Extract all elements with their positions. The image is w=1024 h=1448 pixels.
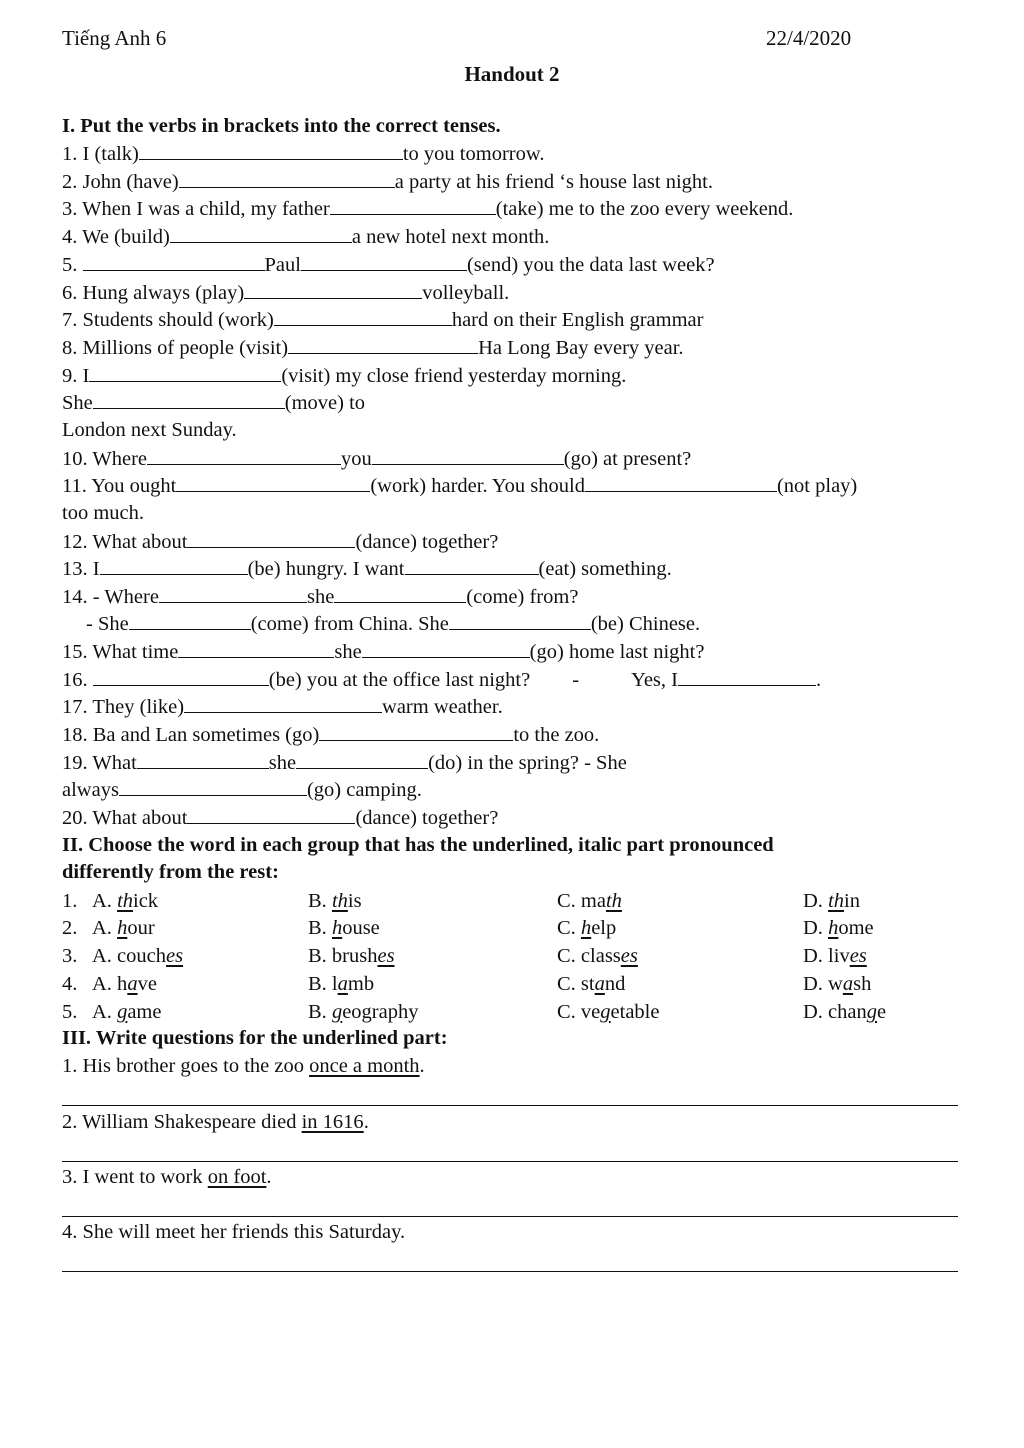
- answer-blank[interactable]: [184, 696, 382, 713]
- question-3-1: [62, 1056, 425, 1077]
- q15-text: 15. What time: [62, 641, 179, 663]
- q8-text: Ha Long Bay every year.: [478, 337, 684, 359]
- question-14-cont: [86, 613, 700, 635]
- q10-text: you: [341, 448, 372, 470]
- answer-blank[interactable]: [296, 752, 428, 769]
- q14-text: 14. - Where: [62, 586, 159, 608]
- option-text: D. liv: [803, 945, 850, 967]
- q15-text: (go) home last night?: [529, 641, 705, 663]
- answer-blank[interactable]: [83, 254, 265, 271]
- q12-text: 12. What about: [62, 531, 188, 553]
- question-1: [62, 143, 544, 165]
- question-18: [62, 724, 599, 746]
- q11-text: (work) harder. You should: [370, 475, 585, 497]
- option-text: mb: [347, 973, 375, 995]
- q6-text: volleyball.: [422, 282, 510, 304]
- underlined-italic-part: h: [580, 917, 592, 939]
- question-2: [62, 171, 713, 193]
- question-8: [62, 337, 684, 359]
- answer-line[interactable]: [62, 1161, 958, 1162]
- answer-blank[interactable]: [176, 475, 370, 492]
- q5-text: 5.: [62, 254, 78, 276]
- question-3-3: [62, 1167, 272, 1188]
- q14-text: (come) from China. She: [250, 613, 449, 635]
- underlined-italic-part: h: [117, 917, 128, 939]
- option-d[interactable]: [803, 1001, 886, 1024]
- option-text: A.: [92, 1001, 118, 1023]
- option-text: C.: [557, 917, 581, 939]
- q-text: 4. She will meet her friends this Saturday.: [62, 1221, 406, 1243]
- answer-line[interactable]: [62, 1105, 958, 1106]
- q-text: 3. I went to work: [62, 1166, 208, 1188]
- answer-blank[interactable]: [244, 282, 422, 299]
- underlined-italic-part: g: [117, 1001, 128, 1023]
- q18-text: to the zoo.: [513, 724, 600, 746]
- page-title: Handout 2: [464, 62, 560, 86]
- answer-blank[interactable]: [187, 531, 355, 548]
- q2-text: a party at his friend ‘s house last night.: [394, 171, 713, 193]
- section-3-heading: III. Write questions for the underlined part:: [62, 1027, 448, 1049]
- option-text: A. h: [92, 973, 128, 995]
- option-b[interactable]: [308, 917, 380, 940]
- answer-blank[interactable]: [137, 752, 269, 769]
- underlined-italic-part: g: [600, 1001, 611, 1023]
- q6-text: 6. Hung always (play): [62, 282, 245, 304]
- answer-blank[interactable]: [178, 641, 334, 658]
- option-text: C. ma: [557, 890, 606, 912]
- q3-text: (take) me to the zoo every weekend.: [495, 198, 794, 220]
- underlined-italic-part: th: [828, 890, 845, 912]
- q16-text: Yes, I: [631, 669, 678, 691]
- option-row-number: 3.: [62, 945, 78, 967]
- question-6: [62, 282, 509, 304]
- underlined-italic-part: a: [337, 973, 348, 995]
- option-text: A.: [92, 890, 118, 912]
- question-9-cont2: [62, 420, 237, 441]
- q11-text: too much.: [62, 502, 144, 524]
- answer-line[interactable]: [62, 1271, 958, 1272]
- section-2-heading: II. Choose the word in each group that has the underlined, italic part pronounced: [62, 834, 774, 856]
- option-text: eography: [342, 1001, 419, 1023]
- question-5: [62, 254, 715, 276]
- question-11: [62, 475, 857, 497]
- q5-text: Paul: [264, 254, 301, 276]
- option-text: B.: [308, 917, 332, 939]
- question-9-cont: [62, 392, 365, 414]
- question-10: [62, 448, 691, 470]
- option-d[interactable]: [803, 890, 860, 913]
- answer-blank[interactable]: [334, 586, 466, 603]
- underlined-italic-part: g: [866, 1001, 878, 1023]
- option-row-number: 5.: [62, 1001, 78, 1023]
- underlined-part: once a month: [309, 1055, 420, 1077]
- answer-blank[interactable]: [330, 198, 496, 215]
- q4-text: a new hotel next month.: [351, 226, 550, 248]
- underlined-italic-part: th: [605, 890, 622, 912]
- option-c[interactable]: [557, 890, 622, 913]
- q16-text: (be) you at the office last night?: [268, 669, 531, 691]
- option-text: B.: [308, 1001, 332, 1023]
- answer-blank[interactable]: [129, 613, 251, 630]
- q-text: .: [363, 1111, 369, 1133]
- date-label: 22/4/2020: [766, 26, 852, 50]
- option-text: is: [347, 890, 362, 912]
- q16-text: 16.: [62, 669, 88, 691]
- option-text: elp: [591, 917, 617, 939]
- q7-text: 7. Students should (work): [62, 309, 274, 331]
- option-text: ome: [838, 917, 874, 939]
- q14-text: (come) from?: [466, 586, 579, 608]
- underlined-italic-part: a: [594, 973, 605, 995]
- answer-blank[interactable]: [179, 171, 395, 188]
- question-13: [62, 558, 672, 580]
- option-text: D. chan: [803, 1001, 867, 1023]
- answer-blank[interactable]: [678, 669, 816, 686]
- answer-blank[interactable]: [301, 254, 467, 271]
- option-text: nd: [604, 973, 626, 995]
- section-2-heading-cont: differently from the rest:: [62, 861, 279, 883]
- question-19: [62, 752, 627, 774]
- section-1-heading: I. Put the verbs in brackets into the correct tenses.: [62, 115, 501, 137]
- q17-text: warm weather.: [382, 696, 503, 718]
- q8-text: 8. Millions of people (visit): [62, 337, 289, 359]
- answer-blank[interactable]: [139, 143, 403, 160]
- option-a[interactable]: [92, 1001, 161, 1024]
- answer-blank[interactable]: [159, 586, 307, 603]
- answer-blank[interactable]: [119, 779, 307, 796]
- option-text: D. w: [803, 973, 843, 995]
- q19-text: she: [268, 752, 297, 774]
- question-16: [62, 669, 821, 691]
- q13-text: (be) hungry. I want: [247, 558, 405, 580]
- q10-text: 10. Where: [62, 448, 148, 470]
- underlined-italic-part: th: [117, 890, 134, 912]
- option-d[interactable]: [803, 973, 871, 996]
- option-b[interactable]: [308, 1001, 418, 1024]
- option-row-number: 4.: [62, 973, 78, 995]
- underlined-italic-part: es: [166, 945, 184, 967]
- option-text: ick: [133, 890, 159, 912]
- q1-text: to you tomorrow.: [402, 143, 545, 165]
- underlined-italic-part: es: [849, 945, 867, 967]
- q17-text: 17. They (like): [62, 696, 185, 718]
- underlined-italic-part: es: [377, 945, 395, 967]
- question-12: [62, 531, 498, 553]
- answer-blank[interactable]: [170, 226, 352, 243]
- option-text: C. ve: [557, 1001, 601, 1023]
- q1-text: 1. I (talk): [62, 143, 139, 165]
- option-text: ame: [127, 1001, 162, 1023]
- q15-text: she: [334, 641, 362, 663]
- q5-text: (send) you the data last week?: [466, 254, 715, 276]
- q-text: .: [266, 1166, 272, 1188]
- q9-text: She: [62, 392, 93, 414]
- q14-text: - She: [86, 613, 129, 635]
- answer-blank[interactable]: [93, 392, 285, 409]
- question-7: [62, 309, 703, 331]
- q-text: 2. William Shakespeare died: [62, 1111, 302, 1133]
- option-text: in: [844, 890, 860, 912]
- q2-text: 2. John (have): [62, 171, 179, 193]
- underlined-italic-part: a: [127, 973, 138, 995]
- option-b[interactable]: [308, 890, 362, 913]
- q3-text: 3. When I was a child, my father: [62, 198, 330, 220]
- question-3-4: [62, 1222, 405, 1243]
- option-text: C. st: [557, 973, 595, 995]
- answer-blank[interactable]: [89, 365, 281, 382]
- option-text: ve: [137, 973, 157, 995]
- q9-text: (visit) my close friend yesterday morning.: [281, 365, 627, 387]
- answer-blank[interactable]: [93, 669, 269, 686]
- option-c[interactable]: [557, 973, 625, 996]
- question-4: [62, 226, 549, 248]
- q20-text: (dance) together?: [355, 807, 499, 829]
- option-a[interactable]: [92, 945, 183, 968]
- q-text: 1. His brother goes to the zoo: [62, 1055, 310, 1077]
- q9-text: (move) to: [284, 392, 366, 414]
- option-text: sh: [853, 973, 872, 995]
- answer-blank[interactable]: [449, 613, 591, 630]
- question-9: [62, 365, 626, 387]
- option-row-number: 2.: [62, 917, 78, 939]
- option-c[interactable]: [557, 945, 638, 968]
- answer-blank[interactable]: [362, 641, 530, 658]
- answer-blank[interactable]: [288, 337, 478, 354]
- question-3: [62, 198, 793, 220]
- option-b[interactable]: [308, 945, 395, 968]
- q18-text: 18. Ba and Lan sometimes (go): [62, 724, 320, 746]
- q19-text: 19. What: [62, 752, 137, 774]
- q13-text: 13. I: [62, 558, 100, 580]
- q20-text: 20. What about: [62, 807, 188, 829]
- underlined-italic-part: th: [331, 890, 348, 912]
- underlined-italic-part: h: [828, 917, 839, 939]
- q16-text: -: [572, 669, 580, 691]
- question-20: [62, 807, 498, 829]
- option-text: A. couch: [92, 945, 167, 967]
- q14-text: she: [306, 586, 335, 608]
- q19-text: always: [62, 779, 119, 801]
- answer-blank[interactable]: [274, 309, 452, 326]
- option-text: e: [877, 1001, 887, 1023]
- option-text: B. brush: [308, 945, 378, 967]
- q11-text: 11. You ought: [62, 475, 177, 497]
- option-text: B. l: [308, 973, 338, 995]
- option-c[interactable]: [557, 917, 616, 940]
- q10-text: (go) at present?: [563, 448, 692, 470]
- underlined-part: in 1616: [301, 1111, 364, 1133]
- option-text: our: [127, 917, 155, 939]
- q13-text: (eat) something.: [538, 558, 672, 580]
- q-text: .: [419, 1055, 425, 1077]
- option-a[interactable]: [92, 890, 158, 913]
- q11-text: (not play): [776, 475, 858, 497]
- option-d[interactable]: [803, 917, 874, 940]
- answer-blank[interactable]: [147, 448, 341, 465]
- option-a[interactable]: [92, 973, 157, 996]
- q19-text: (do) in the spring? - She: [428, 752, 627, 774]
- answer-blank[interactable]: [187, 807, 355, 824]
- q9-text: 9. I: [62, 365, 90, 387]
- option-text: etable: [610, 1001, 660, 1023]
- subject-label: Tiếng Anh 6: [62, 26, 167, 50]
- option-a[interactable]: [92, 917, 155, 940]
- answer-blank[interactable]: [405, 558, 539, 575]
- option-c[interactable]: [557, 1001, 659, 1024]
- question-15: [62, 641, 704, 663]
- underlined-italic-part: es: [620, 945, 638, 967]
- question-11-cont: [62, 503, 144, 524]
- underlined-italic-part: h: [331, 917, 343, 939]
- q12-text: (dance) together?: [355, 531, 499, 553]
- question-17: [62, 696, 503, 718]
- option-d[interactable]: [803, 945, 867, 968]
- q16-text: .: [815, 669, 822, 691]
- underlined-italic-part: a: [842, 973, 854, 995]
- question-14: [62, 586, 578, 608]
- option-row-number: 1.: [62, 890, 78, 912]
- option-b[interactable]: [308, 973, 374, 996]
- answer-blank[interactable]: [372, 448, 564, 465]
- q14-text: (be) Chinese.: [590, 613, 701, 635]
- q9-text: London next Sunday.: [62, 419, 237, 441]
- option-text: ouse: [342, 917, 380, 939]
- q7-text: hard on their English grammar: [451, 309, 704, 331]
- answer-blank[interactable]: [585, 475, 777, 492]
- option-text: C. class: [557, 945, 621, 967]
- option-text: A.: [92, 917, 118, 939]
- answer-line[interactable]: [62, 1216, 958, 1217]
- question-3-2: [62, 1112, 369, 1133]
- underlined-part: on foot: [207, 1166, 267, 1188]
- answer-blank[interactable]: [100, 558, 248, 575]
- q19-text: (go) camping.: [306, 779, 422, 801]
- option-text: D.: [803, 917, 829, 939]
- option-text: D.: [803, 890, 829, 912]
- option-text: B.: [308, 890, 332, 912]
- question-19-cont: [62, 779, 422, 801]
- q4-text: 4. We (build): [62, 226, 170, 248]
- underlined-italic-part: g: [331, 1001, 343, 1023]
- answer-blank[interactable]: [319, 724, 513, 741]
